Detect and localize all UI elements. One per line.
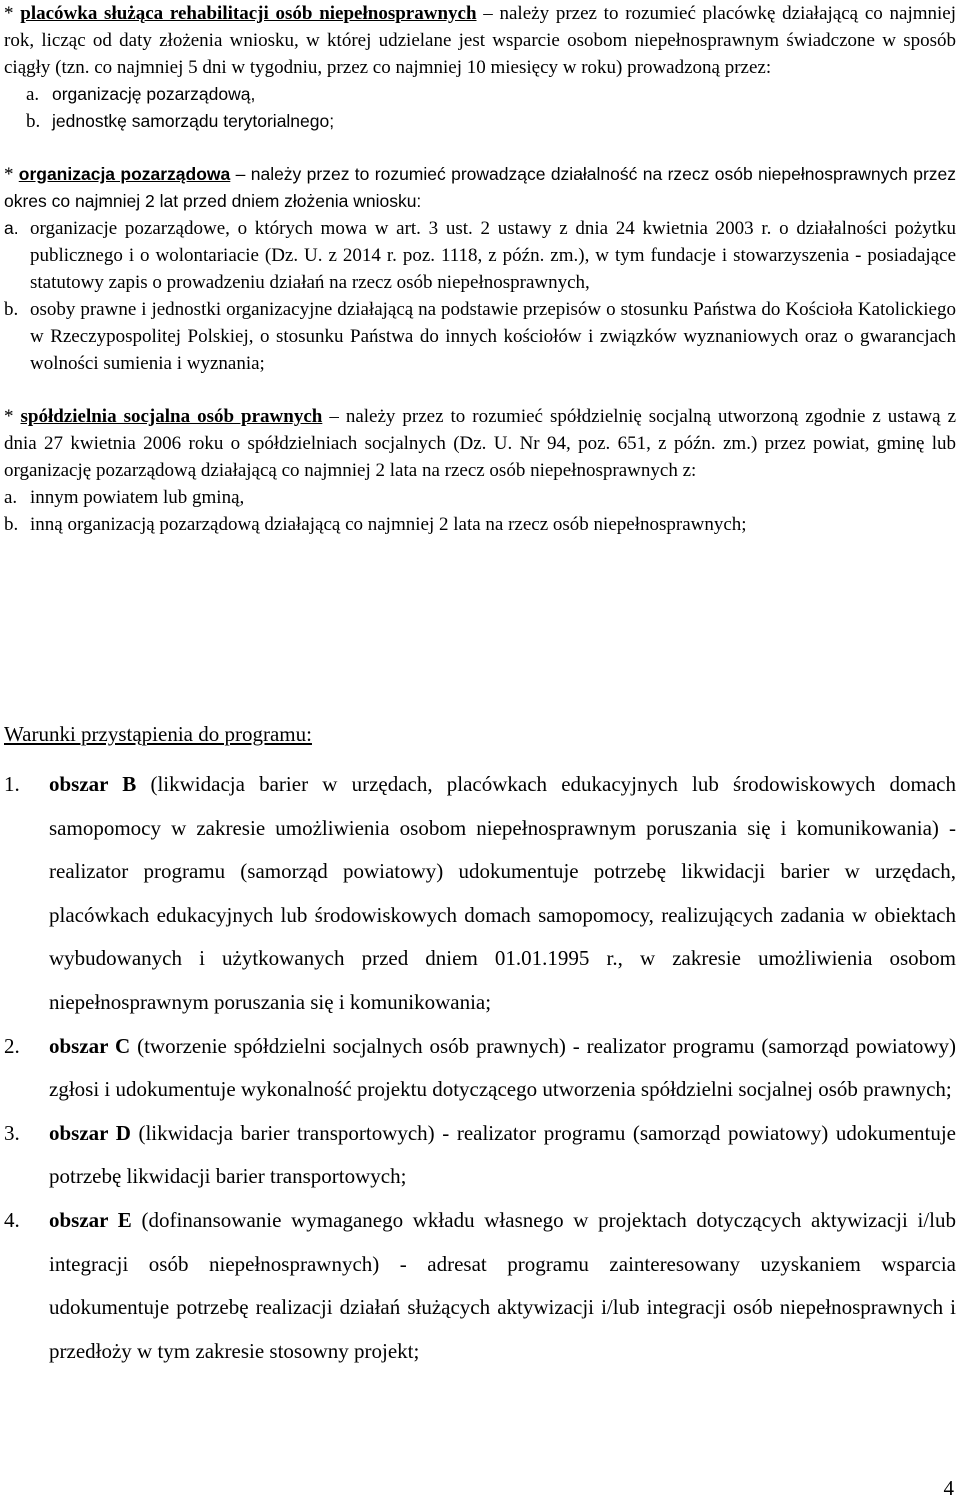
- definition-spoldzielnia: * spółdzielnia socjalna osób prawnych – należy przez to rozumieć spółdzielnię socjalną utworzoną zgodnie z ustawą z dnia 27 kwietnia 2006 roku o spółdzielniach socjalnych (Dz. U. Nr 94, poz. 651, z późn. zm.) przez powiat, gminę lub organizację pozarządową działającą co najmniej 2 lata na rzecz osób niepełnosprawnych z:: [4, 406, 956, 481]
- definition-term: organizacja pozarządowa: [18, 164, 231, 184]
- definition-text: – należy przez to rozumieć placówkę działającą co najmniej rok, licząc od daty złożenia wniosku, w której udzielane jest wsparcie osobom niepełnosprawnym świadczone w sposób ciągły (tzn. co najmniej 5 dni w tygodniu, przez co najmniej 10 miesięcy w roku) prowadzoną przez:: [4, 3, 956, 78]
- condition-item: 2. obszar C (tworzenie spółdzielni socjalnych osób prawnych) - realizator programu (samorząd powiatowy) zgłosi i udokumentuje wykonalność projektu dotyczącego utworzenia spółdzielni socjalnej osób prawnych;: [4, 1033, 957, 1102]
- condition-item: 4. obszar E (dofinansowanie wymaganego wkładu własnego w projektach dotyczących aktywizacji i/lub integracji osób niepełnosprawnych) - adresat programu zainteresowany uzyskaniem wsparcia udokumentuje potrzebę realizacji działań służących aktywizacji i/lub integracji osób niepełnosprawnych i przedłoży w tym zakresie stosowny projekt;: [4, 1207, 957, 1363]
- definition-organizacja: * organizacja pozarządowa – należy przez to rozumieć prowadzące działalność na rzecz osób niepełnosprawnych przez okres co najmniej 2 lat przed dniem złożenia wniosku:: [4, 164, 957, 211]
- definition-term: spółdzielnia socjalna osób prawnych: [20, 406, 323, 427]
- condition-item: 3. obszar D (likwidacja barier transportowych) - realizator programu (samorząd powiatowy) udokumentuje potrzebę likwidacji barier transportowych;: [4, 1120, 957, 1189]
- definition-term: placówka służąca rehabilitacji osób niepełnosprawnych: [20, 3, 477, 24]
- definitions-section: [4, 0, 956, 538]
- definition-placowka: * placówka służąca rehabilitacji osób niepełnosprawnych – należy przez to rozumieć placówkę działającą co najmniej rok, licząc od daty złożenia wniosku, w której udzielane jest wsparcie osobom niepełnosprawnym świadczone w sposób ciągły (tzn. co najmniej 5 dni w tygodniu, przez co najmniej 10 miesięcy w roku) prowadzoną przez:: [4, 3, 956, 78]
- definition-text: – należy przez to rozumieć spółdzielnię socjalną utworzoną zgodnie z ustawą z dnia 27 kwietnia 2006 roku o spółdzielniach socjalnych (Dz. U. Nr 94, poz. 651, z późn. zm.) przez powiat, gminę lub organizację pozarządową działającą co najmniej 2 lata na rzecz osób niepełnosprawnych z:: [4, 406, 956, 481]
- list-item: a. organizacje pozarządowe, o których mowa w art. 3 ust. 2 ustawy z dnia 24 kwietnia 2003 r. o działalności pożytku publicznego i o wolontariacie (Dz. U. z 2014 r. poz. 1118, z późn. zm.), w tym fundacje i stowarzyszenia - posiadające statutowy zapis o prowadzeniu działań na rzecz osób niepełnosprawnych,: [4, 218, 956, 293]
- list-item: a. organizację pozarządową,: [26, 84, 256, 105]
- definition-text: – należy przez to rozumieć prowadzące działalność na rzecz osób niepełnosprawnych przez okres co najmniej 2 lat przed dniem złożenia wniosku:: [4, 164, 957, 211]
- conditions-list: [4, 763, 956, 1373]
- section-heading: Warunki przystąpienia do programu:: [4, 722, 312, 746]
- list-item: a. innym powiatem lub gminą,: [4, 487, 245, 508]
- list-item: b. inną organizacją pozarządową działającą co najmniej 2 lata na rzecz osób niepełnosprawnych;: [4, 514, 747, 535]
- list-item: b. osoby prawne i jednostki organizacyjne działającą na podstawie przepisów o stosunku Państwa do Kościoła Katolickiego w Rzeczypospolitej Polskiej, o stosunku Państwa do innych kościołów i związków wyznaniowych oraz o gwarancjach wolności sumienia i wyznania;: [4, 299, 956, 374]
- list-item: b. jednostkę samorządu terytorialnego;: [26, 111, 335, 132]
- page-number: 4: [943, 1476, 954, 1500]
- condition-item: 1. obszar B (likwidacja barier w urzędach, placówkach edukacyjnych lub środowiskowych domach samopomocy w zakresie umożliwienia osobom niepełnosprawnym poruszania się i komunikowania) - realizator programu (samorząd powiatowy) udokumentuje potrzebę likwidacji barier w urzędach, placówkach edukacyjnych lub środowiskowych domach samopomocy, realizujących zadania w obiektach wybudowanych i użytkowanych przed dniem 01.01.1995 r., w zakresie umożliwienia osobom niepełnosprawnym poruszania się i komunikowania;: [4, 772, 956, 1014]
